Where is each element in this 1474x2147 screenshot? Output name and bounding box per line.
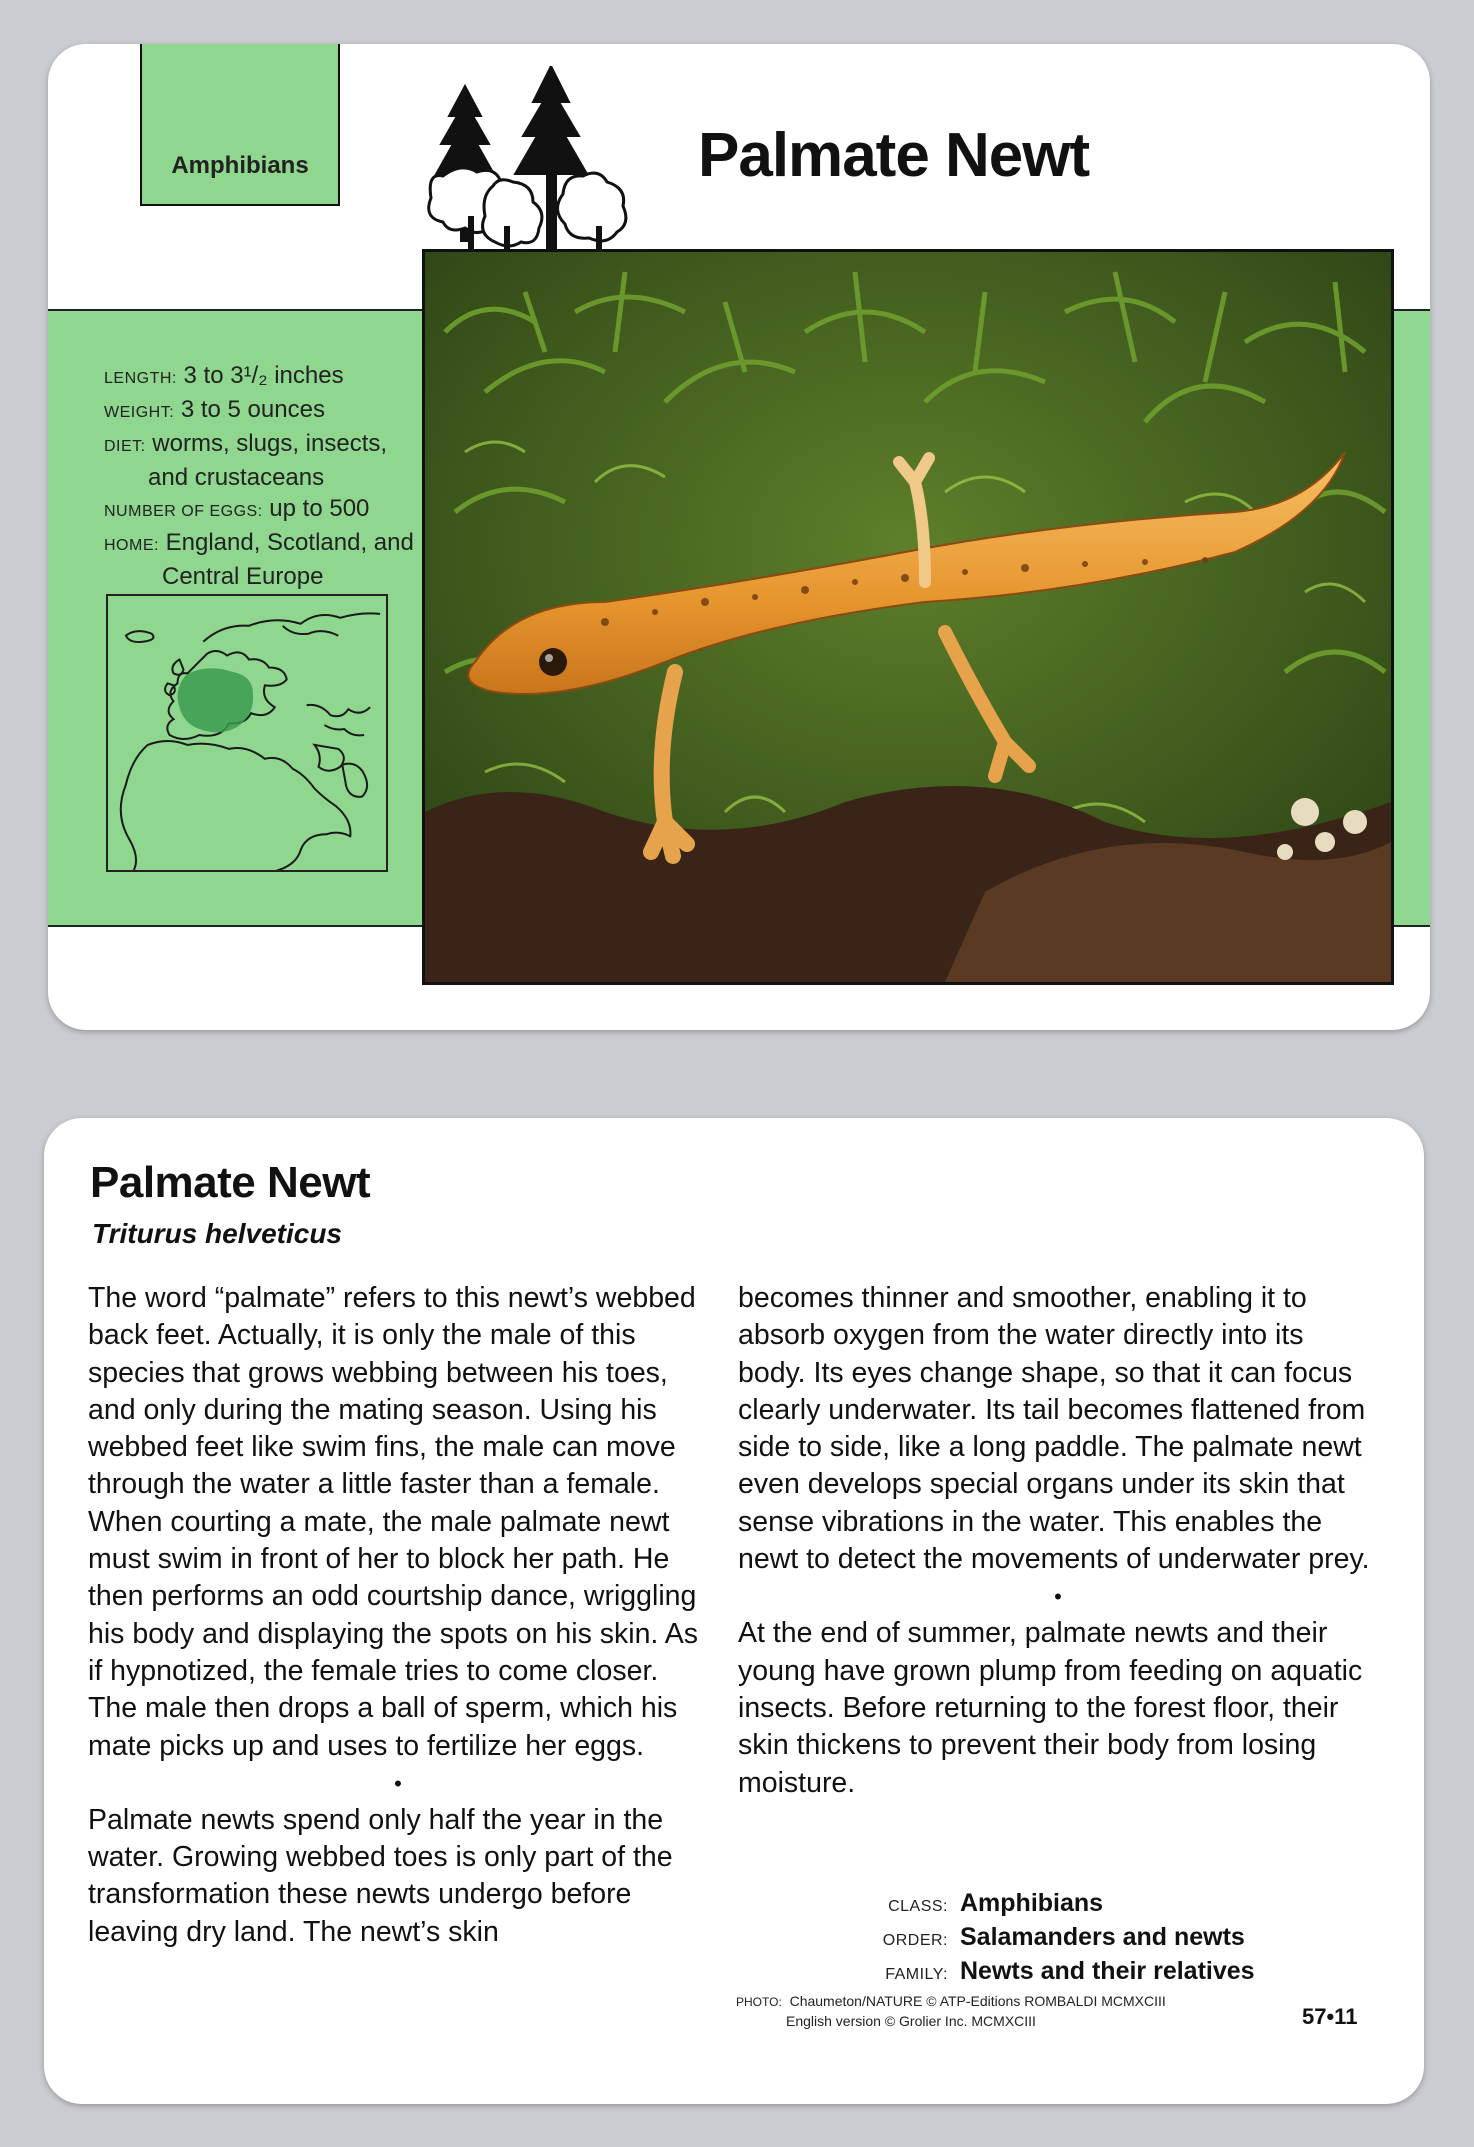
taxonomy-block	[874, 1888, 1255, 1990]
fact-length	[104, 360, 424, 394]
length-label: LENGTH:	[104, 370, 177, 387]
range-highlight	[178, 668, 254, 732]
separator-dot: •	[394, 1770, 402, 1796]
diet-label: DIET:	[104, 438, 146, 455]
fact-home	[104, 527, 424, 561]
fact-weight	[104, 394, 424, 428]
home-label: HOME:	[104, 537, 159, 554]
home-value-cont: Central Europe	[162, 563, 324, 590]
back-title: Palmate Newt	[90, 1158, 371, 1207]
family-value: Newts and their relatives	[960, 1957, 1255, 1985]
fact-diet	[104, 428, 424, 462]
category-label: Amphibians	[171, 152, 309, 179]
class-value: Amphibians	[960, 1889, 1104, 1917]
taxonomy-family	[874, 1956, 1255, 1990]
paragraph: becomes thinner and smoother, enabling it to absorb oxygen from the water directly into its body. Its eyes change shape, so that it can focus clearly underwater. Its tail becomes flattened from side to side, like a long paddle. The palmate newt even develops special organs under its skin that sense vibrations in the water. This enables the newt to detect the movements of underwater prey.	[738, 1282, 1370, 1576]
range-map	[106, 594, 388, 872]
weight-value: 3 to 5 ounces	[180, 396, 325, 423]
photo-credits	[736, 1992, 1166, 2031]
order-label: ORDER:	[882, 1932, 948, 1949]
credit-line-1	[736, 1992, 1166, 2012]
facts-list	[104, 360, 424, 592]
diet-value: worms, slugs, insects,	[152, 430, 388, 457]
home-value: England, Scotland, and	[165, 529, 414, 556]
text-column-right	[738, 1280, 1378, 1802]
separator-dot: •	[1054, 1584, 1062, 1610]
weight-label: WEIGHT:	[104, 404, 175, 421]
card-front	[48, 44, 1430, 1030]
credit-text-1: Chaumeton/NATURE © ATP-Editions ROMBALDI MCMXCIII	[789, 1993, 1166, 2009]
family-label: FAMILY:	[885, 1966, 948, 1983]
eggs-label: NUMBER OF EGGS:	[104, 503, 263, 520]
category-tab	[140, 44, 340, 206]
taxonomy-class	[874, 1888, 1255, 1922]
paragraph: At the end of summer, palmate newts and their young have grown plump from feeding on aquatic insects. Before returning to the forest floor, their skin thickens to prevent their body from losing moisture.	[738, 1617, 1363, 1799]
diet-value-cont: and crustaceans	[148, 464, 325, 491]
class-label: CLASS:	[888, 1898, 948, 1915]
order-value: Salamanders and newts	[960, 1923, 1245, 1951]
length-value: 3 to 3¹/₂ inches	[183, 362, 344, 389]
card-back	[44, 1118, 1424, 2104]
front-title: Palmate Newt	[698, 121, 1090, 190]
taxonomy-order	[874, 1922, 1255, 1956]
paragraph: Palmate newts spend only half the year in the water. Growing webbed toes is only part of the transformation these newts undergo before leaving dry land. The newt’s skin	[88, 1803, 673, 1948]
photo-label: PHOTO:	[736, 1995, 782, 2009]
newt-photo	[422, 249, 1394, 985]
card-number: 57•11	[1302, 2004, 1358, 2029]
paragraph: The word “palmate” refers to this newt’s webbed back feet. Actually, it is only the male of this species that grows webbing between his toes, and only during the mating season. Using his webbed feet like swim fins, the male can move through the water a little faster than a female. When courting a mate, the male palmate newt must swim in front of her to block her path. He then performs an odd courtship dance, wriggling his body and displaying the spots on his skin. As if hypnotized, the female tries to come closer. The male then drops a ball of sperm, which his mate picks up and uses to fertilize her eggs.	[88, 1282, 698, 1762]
eggs-value: up to 500	[269, 495, 370, 522]
scientific-name: Triturus helveticus	[92, 1218, 343, 1249]
europe-map-icon	[108, 596, 386, 870]
fact-eggs	[104, 493, 424, 527]
credit-line-2: English version © Grolier Inc. MCMXCIII	[786, 2013, 1036, 2029]
text-column-left	[88, 1280, 708, 1951]
